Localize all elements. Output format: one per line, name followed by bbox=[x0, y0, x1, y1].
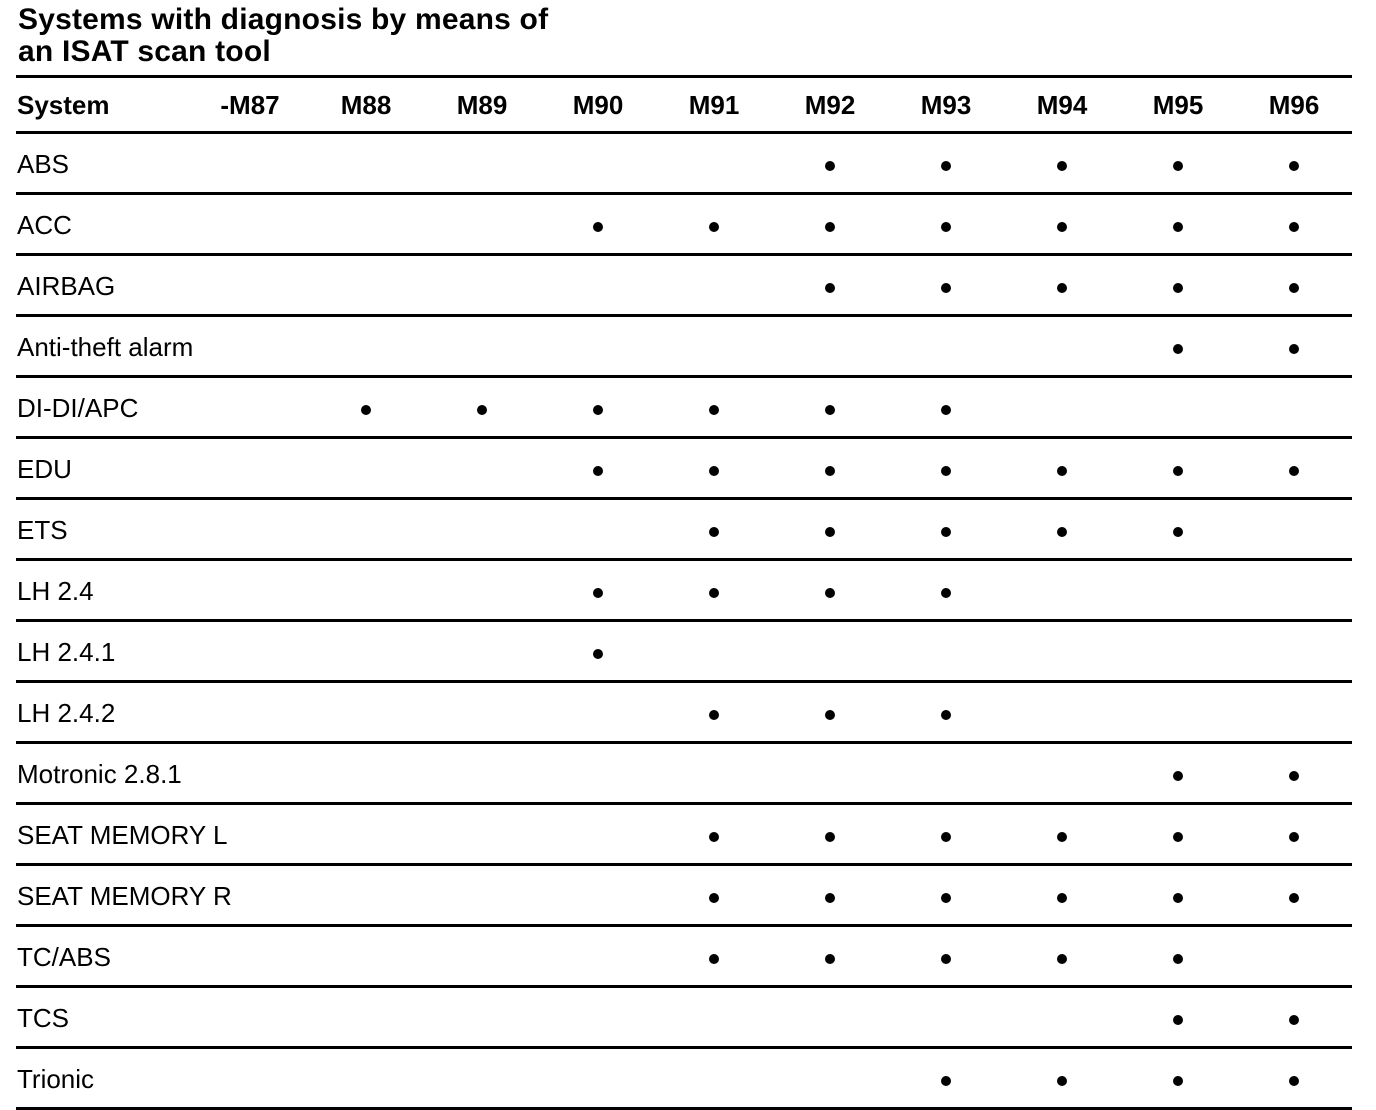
supported-dot-icon bbox=[1057, 283, 1067, 293]
year-mark-cell bbox=[540, 743, 656, 804]
year-mark-cell bbox=[1004, 804, 1120, 865]
year-mark-cell bbox=[540, 621, 656, 682]
supported-dot-icon bbox=[1057, 954, 1067, 964]
year-mark-cell bbox=[772, 804, 888, 865]
year-mark-cell bbox=[888, 804, 1004, 865]
year-mark-cell bbox=[1120, 865, 1236, 926]
title-line-2: an ISAT scan tool bbox=[18, 35, 271, 68]
supported-dot-icon bbox=[941, 588, 951, 598]
supported-dot-icon bbox=[1173, 1076, 1183, 1086]
year-mark-cell bbox=[772, 133, 888, 194]
table-row bbox=[16, 621, 1352, 682]
year-mark-cell bbox=[540, 133, 656, 194]
year-mark-cell bbox=[1236, 377, 1352, 438]
year-column-header: M93 bbox=[888, 78, 1004, 133]
year-mark-cell bbox=[308, 499, 424, 560]
year-mark-cell bbox=[1236, 621, 1352, 682]
supported-dot-icon bbox=[709, 954, 719, 964]
table-row bbox=[16, 499, 1352, 560]
year-mark-cell bbox=[1120, 743, 1236, 804]
year-mark-cell bbox=[1004, 316, 1120, 377]
supported-dot-icon bbox=[825, 832, 835, 842]
year-mark-cell bbox=[192, 255, 308, 316]
year-column-header: M94 bbox=[1004, 78, 1120, 133]
system-name-cell: ABS bbox=[16, 133, 192, 194]
year-mark-cell bbox=[772, 621, 888, 682]
year-mark-cell bbox=[1120, 194, 1236, 255]
year-mark-cell bbox=[656, 621, 772, 682]
supported-dot-icon bbox=[709, 832, 719, 842]
supported-dot-icon bbox=[941, 161, 951, 171]
year-mark-cell bbox=[1236, 133, 1352, 194]
supported-dot-icon bbox=[941, 954, 951, 964]
year-mark-cell bbox=[772, 926, 888, 987]
year-mark-cell bbox=[1236, 255, 1352, 316]
supported-dot-icon bbox=[941, 1076, 951, 1086]
year-mark-cell bbox=[192, 438, 308, 499]
supported-dot-icon bbox=[1057, 466, 1067, 476]
year-mark-cell bbox=[308, 194, 424, 255]
supported-dot-icon bbox=[709, 466, 719, 476]
supported-dot-icon bbox=[825, 588, 835, 598]
year-mark-cell bbox=[1236, 194, 1352, 255]
year-mark-cell bbox=[424, 499, 540, 560]
year-mark-cell bbox=[308, 377, 424, 438]
year-mark-cell bbox=[192, 194, 308, 255]
supported-dot-icon bbox=[825, 405, 835, 415]
year-mark-cell bbox=[308, 743, 424, 804]
year-mark-cell bbox=[192, 1048, 308, 1109]
year-mark-cell bbox=[888, 621, 1004, 682]
year-mark-cell bbox=[308, 804, 424, 865]
year-mark-cell bbox=[540, 987, 656, 1048]
year-mark-cell bbox=[424, 377, 540, 438]
year-mark-cell bbox=[424, 682, 540, 743]
system-column-header: System bbox=[16, 78, 192, 133]
year-mark-cell bbox=[424, 194, 540, 255]
document-title bbox=[18, 4, 718, 68]
year-mark-cell bbox=[1236, 804, 1352, 865]
supported-dot-icon bbox=[941, 893, 951, 903]
year-mark-cell bbox=[888, 926, 1004, 987]
supported-dot-icon bbox=[709, 405, 719, 415]
supported-dot-icon bbox=[1173, 893, 1183, 903]
year-mark-cell bbox=[772, 194, 888, 255]
supported-dot-icon bbox=[709, 527, 719, 537]
supported-dot-icon bbox=[709, 588, 719, 598]
system-name-cell: SEAT MEMORY R bbox=[16, 865, 192, 926]
year-mark-cell bbox=[540, 682, 656, 743]
year-mark-cell bbox=[540, 377, 656, 438]
year-mark-cell bbox=[308, 926, 424, 987]
system-name-cell: LH 2.4 bbox=[16, 560, 192, 621]
year-mark-cell bbox=[888, 438, 1004, 499]
year-mark-cell bbox=[1004, 621, 1120, 682]
year-mark-cell bbox=[192, 743, 308, 804]
supported-dot-icon bbox=[941, 832, 951, 842]
year-mark-cell bbox=[888, 316, 1004, 377]
table-header-row bbox=[16, 78, 1352, 133]
system-name-cell: TCS bbox=[16, 987, 192, 1048]
year-mark-cell bbox=[424, 255, 540, 316]
table-row bbox=[16, 987, 1352, 1048]
supported-dot-icon bbox=[477, 405, 487, 415]
year-mark-cell bbox=[656, 255, 772, 316]
supported-dot-icon bbox=[593, 649, 603, 659]
year-mark-cell bbox=[888, 743, 1004, 804]
year-mark-cell bbox=[308, 682, 424, 743]
year-mark-cell bbox=[772, 987, 888, 1048]
year-mark-cell bbox=[1004, 987, 1120, 1048]
supported-dot-icon bbox=[941, 405, 951, 415]
system-name-cell: LH 2.4.1 bbox=[16, 621, 192, 682]
year-mark-cell bbox=[308, 438, 424, 499]
table-row bbox=[16, 1048, 1352, 1109]
year-column-header: M92 bbox=[772, 78, 888, 133]
table-row bbox=[16, 438, 1352, 499]
year-mark-cell bbox=[424, 316, 540, 377]
supported-dot-icon bbox=[1173, 771, 1183, 781]
supported-dot-icon bbox=[1173, 1015, 1183, 1025]
supported-dot-icon bbox=[593, 405, 603, 415]
year-mark-cell bbox=[540, 316, 656, 377]
supported-dot-icon bbox=[825, 893, 835, 903]
year-mark-cell bbox=[540, 926, 656, 987]
supported-dot-icon bbox=[1289, 893, 1299, 903]
year-mark-cell bbox=[192, 560, 308, 621]
year-mark-cell bbox=[1004, 926, 1120, 987]
year-mark-cell bbox=[1120, 255, 1236, 316]
supported-dot-icon bbox=[1289, 283, 1299, 293]
year-mark-cell bbox=[888, 255, 1004, 316]
table-row bbox=[16, 926, 1352, 987]
year-mark-cell bbox=[656, 560, 772, 621]
year-mark-cell bbox=[772, 865, 888, 926]
supported-dot-icon bbox=[1057, 893, 1067, 903]
supported-dot-icon bbox=[1173, 466, 1183, 476]
year-mark-cell bbox=[1120, 926, 1236, 987]
year-mark-cell bbox=[1120, 682, 1236, 743]
year-mark-cell bbox=[1120, 804, 1236, 865]
supported-dot-icon bbox=[593, 466, 603, 476]
system-name-cell: Anti-theft alarm bbox=[16, 316, 192, 377]
system-name-cell: SEAT MEMORY L bbox=[16, 804, 192, 865]
year-mark-cell bbox=[656, 194, 772, 255]
year-mark-cell bbox=[1236, 926, 1352, 987]
supported-dot-icon bbox=[1173, 527, 1183, 537]
year-mark-cell bbox=[1004, 682, 1120, 743]
supported-dot-icon bbox=[1289, 344, 1299, 354]
system-name-cell: EDU bbox=[16, 438, 192, 499]
year-mark-cell bbox=[656, 316, 772, 377]
year-mark-cell bbox=[424, 987, 540, 1048]
supported-dot-icon bbox=[825, 161, 835, 171]
year-mark-cell bbox=[888, 133, 1004, 194]
supported-dot-icon bbox=[1057, 222, 1067, 232]
supported-dot-icon bbox=[1289, 771, 1299, 781]
table-row bbox=[16, 865, 1352, 926]
year-mark-cell bbox=[888, 560, 1004, 621]
year-mark-cell bbox=[1120, 377, 1236, 438]
supported-dot-icon bbox=[825, 466, 835, 476]
supported-dot-icon bbox=[1289, 161, 1299, 171]
year-mark-cell bbox=[1120, 316, 1236, 377]
year-mark-cell bbox=[888, 499, 1004, 560]
table-row bbox=[16, 682, 1352, 743]
supported-dot-icon bbox=[941, 283, 951, 293]
year-mark-cell bbox=[1236, 316, 1352, 377]
year-mark-cell bbox=[424, 1048, 540, 1109]
year-mark-cell bbox=[1004, 560, 1120, 621]
supported-dot-icon bbox=[593, 222, 603, 232]
year-mark-cell bbox=[772, 255, 888, 316]
year-mark-cell bbox=[1236, 987, 1352, 1048]
year-mark-cell bbox=[192, 926, 308, 987]
year-mark-cell bbox=[1236, 743, 1352, 804]
year-column-header: M91 bbox=[656, 78, 772, 133]
year-mark-cell bbox=[540, 804, 656, 865]
system-name-cell: TC/ABS bbox=[16, 926, 192, 987]
supported-dot-icon bbox=[941, 527, 951, 537]
year-mark-cell bbox=[656, 804, 772, 865]
year-mark-cell bbox=[888, 987, 1004, 1048]
year-column-header: -M87 bbox=[192, 78, 308, 133]
supported-dot-icon bbox=[825, 283, 835, 293]
year-mark-cell bbox=[1236, 865, 1352, 926]
year-mark-cell bbox=[192, 133, 308, 194]
table-row bbox=[16, 255, 1352, 316]
year-mark-cell bbox=[1120, 133, 1236, 194]
year-mark-cell bbox=[308, 865, 424, 926]
year-mark-cell bbox=[308, 987, 424, 1048]
supported-dot-icon bbox=[709, 222, 719, 232]
year-mark-cell bbox=[424, 438, 540, 499]
year-mark-cell bbox=[308, 316, 424, 377]
year-mark-cell bbox=[656, 377, 772, 438]
supported-dot-icon bbox=[1289, 1015, 1299, 1025]
supported-dot-icon bbox=[1289, 1076, 1299, 1086]
year-mark-cell bbox=[424, 133, 540, 194]
supported-dot-icon bbox=[825, 710, 835, 720]
year-mark-cell bbox=[772, 499, 888, 560]
year-mark-cell bbox=[656, 133, 772, 194]
year-mark-cell bbox=[1120, 1048, 1236, 1109]
year-mark-cell bbox=[888, 194, 1004, 255]
year-mark-cell bbox=[1004, 1048, 1120, 1109]
year-mark-cell bbox=[308, 1048, 424, 1109]
year-mark-cell bbox=[308, 255, 424, 316]
year-mark-cell bbox=[656, 865, 772, 926]
year-mark-cell bbox=[1236, 499, 1352, 560]
year-mark-cell bbox=[772, 438, 888, 499]
year-mark-cell bbox=[1236, 682, 1352, 743]
system-name-cell: DI-DI/APC bbox=[16, 377, 192, 438]
year-mark-cell bbox=[192, 621, 308, 682]
supported-dot-icon bbox=[593, 588, 603, 598]
year-mark-cell bbox=[772, 682, 888, 743]
supported-dot-icon bbox=[709, 710, 719, 720]
diagnosis-table bbox=[16, 78, 1352, 1110]
system-name-cell: Motronic 2.8.1 bbox=[16, 743, 192, 804]
year-mark-cell bbox=[888, 682, 1004, 743]
year-mark-cell bbox=[1004, 865, 1120, 926]
year-mark-cell bbox=[192, 987, 308, 1048]
supported-dot-icon bbox=[1173, 283, 1183, 293]
year-mark-cell bbox=[1004, 377, 1120, 438]
supported-dot-icon bbox=[825, 222, 835, 232]
year-mark-cell bbox=[1004, 438, 1120, 499]
supported-dot-icon bbox=[1289, 222, 1299, 232]
supported-dot-icon bbox=[825, 954, 835, 964]
supported-dot-icon bbox=[941, 710, 951, 720]
supported-dot-icon bbox=[1173, 344, 1183, 354]
year-mark-cell bbox=[1120, 560, 1236, 621]
supported-dot-icon bbox=[1289, 466, 1299, 476]
year-mark-cell bbox=[540, 560, 656, 621]
year-mark-cell bbox=[192, 682, 308, 743]
year-column-header: M95 bbox=[1120, 78, 1236, 133]
table-row bbox=[16, 743, 1352, 804]
year-column-header: M89 bbox=[424, 78, 540, 133]
year-mark-cell bbox=[888, 1048, 1004, 1109]
year-mark-cell bbox=[772, 377, 888, 438]
supported-dot-icon bbox=[825, 527, 835, 537]
year-mark-cell bbox=[1004, 743, 1120, 804]
supported-dot-icon bbox=[941, 222, 951, 232]
year-mark-cell bbox=[424, 865, 540, 926]
year-mark-cell bbox=[308, 621, 424, 682]
supported-dot-icon bbox=[1173, 222, 1183, 232]
year-mark-cell bbox=[424, 804, 540, 865]
supported-dot-icon bbox=[1057, 832, 1067, 842]
supported-dot-icon bbox=[1173, 161, 1183, 171]
table-row bbox=[16, 560, 1352, 621]
system-name-cell: LH 2.4.2 bbox=[16, 682, 192, 743]
year-mark-cell bbox=[308, 560, 424, 621]
table-body bbox=[16, 133, 1352, 1109]
system-name-cell: AIRBAG bbox=[16, 255, 192, 316]
year-mark-cell bbox=[424, 621, 540, 682]
year-mark-cell bbox=[540, 1048, 656, 1109]
year-mark-cell bbox=[656, 743, 772, 804]
year-mark-cell bbox=[1004, 255, 1120, 316]
year-mark-cell bbox=[1004, 133, 1120, 194]
year-mark-cell bbox=[1120, 621, 1236, 682]
year-column-header: M88 bbox=[308, 78, 424, 133]
year-mark-cell bbox=[1120, 438, 1236, 499]
supported-dot-icon bbox=[361, 405, 371, 415]
supported-dot-icon bbox=[709, 893, 719, 903]
system-name-cell: Trionic bbox=[16, 1048, 192, 1109]
supported-dot-icon bbox=[941, 466, 951, 476]
year-mark-cell bbox=[888, 865, 1004, 926]
year-mark-cell bbox=[540, 255, 656, 316]
supported-dot-icon bbox=[1173, 954, 1183, 964]
year-mark-cell bbox=[656, 926, 772, 987]
title-line-1: Systems with diagnosis by means of bbox=[18, 3, 549, 36]
year-mark-cell bbox=[1236, 1048, 1352, 1109]
year-mark-cell bbox=[772, 1048, 888, 1109]
year-column-header: M96 bbox=[1236, 78, 1352, 133]
year-mark-cell bbox=[1120, 499, 1236, 560]
year-mark-cell bbox=[656, 438, 772, 499]
table-row bbox=[16, 377, 1352, 438]
year-mark-cell bbox=[192, 377, 308, 438]
year-mark-cell bbox=[1004, 194, 1120, 255]
year-mark-cell bbox=[656, 987, 772, 1048]
year-mark-cell bbox=[1236, 438, 1352, 499]
supported-dot-icon bbox=[1057, 161, 1067, 171]
year-mark-cell bbox=[540, 438, 656, 499]
supported-dot-icon bbox=[1173, 832, 1183, 842]
year-column-header: M90 bbox=[540, 78, 656, 133]
year-mark-cell bbox=[540, 194, 656, 255]
year-mark-cell bbox=[1004, 499, 1120, 560]
year-mark-cell bbox=[424, 926, 540, 987]
year-mark-cell bbox=[424, 743, 540, 804]
table-row bbox=[16, 316, 1352, 377]
supported-dot-icon bbox=[1057, 1076, 1067, 1086]
year-mark-cell bbox=[192, 499, 308, 560]
year-mark-cell bbox=[772, 560, 888, 621]
year-mark-cell bbox=[888, 377, 1004, 438]
system-name-cell: ETS bbox=[16, 499, 192, 560]
system-name-cell: ACC bbox=[16, 194, 192, 255]
table-row bbox=[16, 194, 1352, 255]
year-mark-cell bbox=[192, 316, 308, 377]
year-mark-cell bbox=[540, 499, 656, 560]
table-row bbox=[16, 804, 1352, 865]
year-mark-cell bbox=[308, 133, 424, 194]
year-mark-cell bbox=[772, 316, 888, 377]
year-mark-cell bbox=[772, 743, 888, 804]
year-mark-cell bbox=[656, 682, 772, 743]
year-mark-cell bbox=[1120, 987, 1236, 1048]
year-mark-cell bbox=[540, 865, 656, 926]
year-mark-cell bbox=[424, 560, 540, 621]
supported-dot-icon bbox=[1289, 832, 1299, 842]
year-mark-cell bbox=[656, 499, 772, 560]
supported-dot-icon bbox=[1057, 527, 1067, 537]
year-mark-cell bbox=[1236, 560, 1352, 621]
year-mark-cell bbox=[656, 1048, 772, 1109]
table-row bbox=[16, 133, 1352, 194]
